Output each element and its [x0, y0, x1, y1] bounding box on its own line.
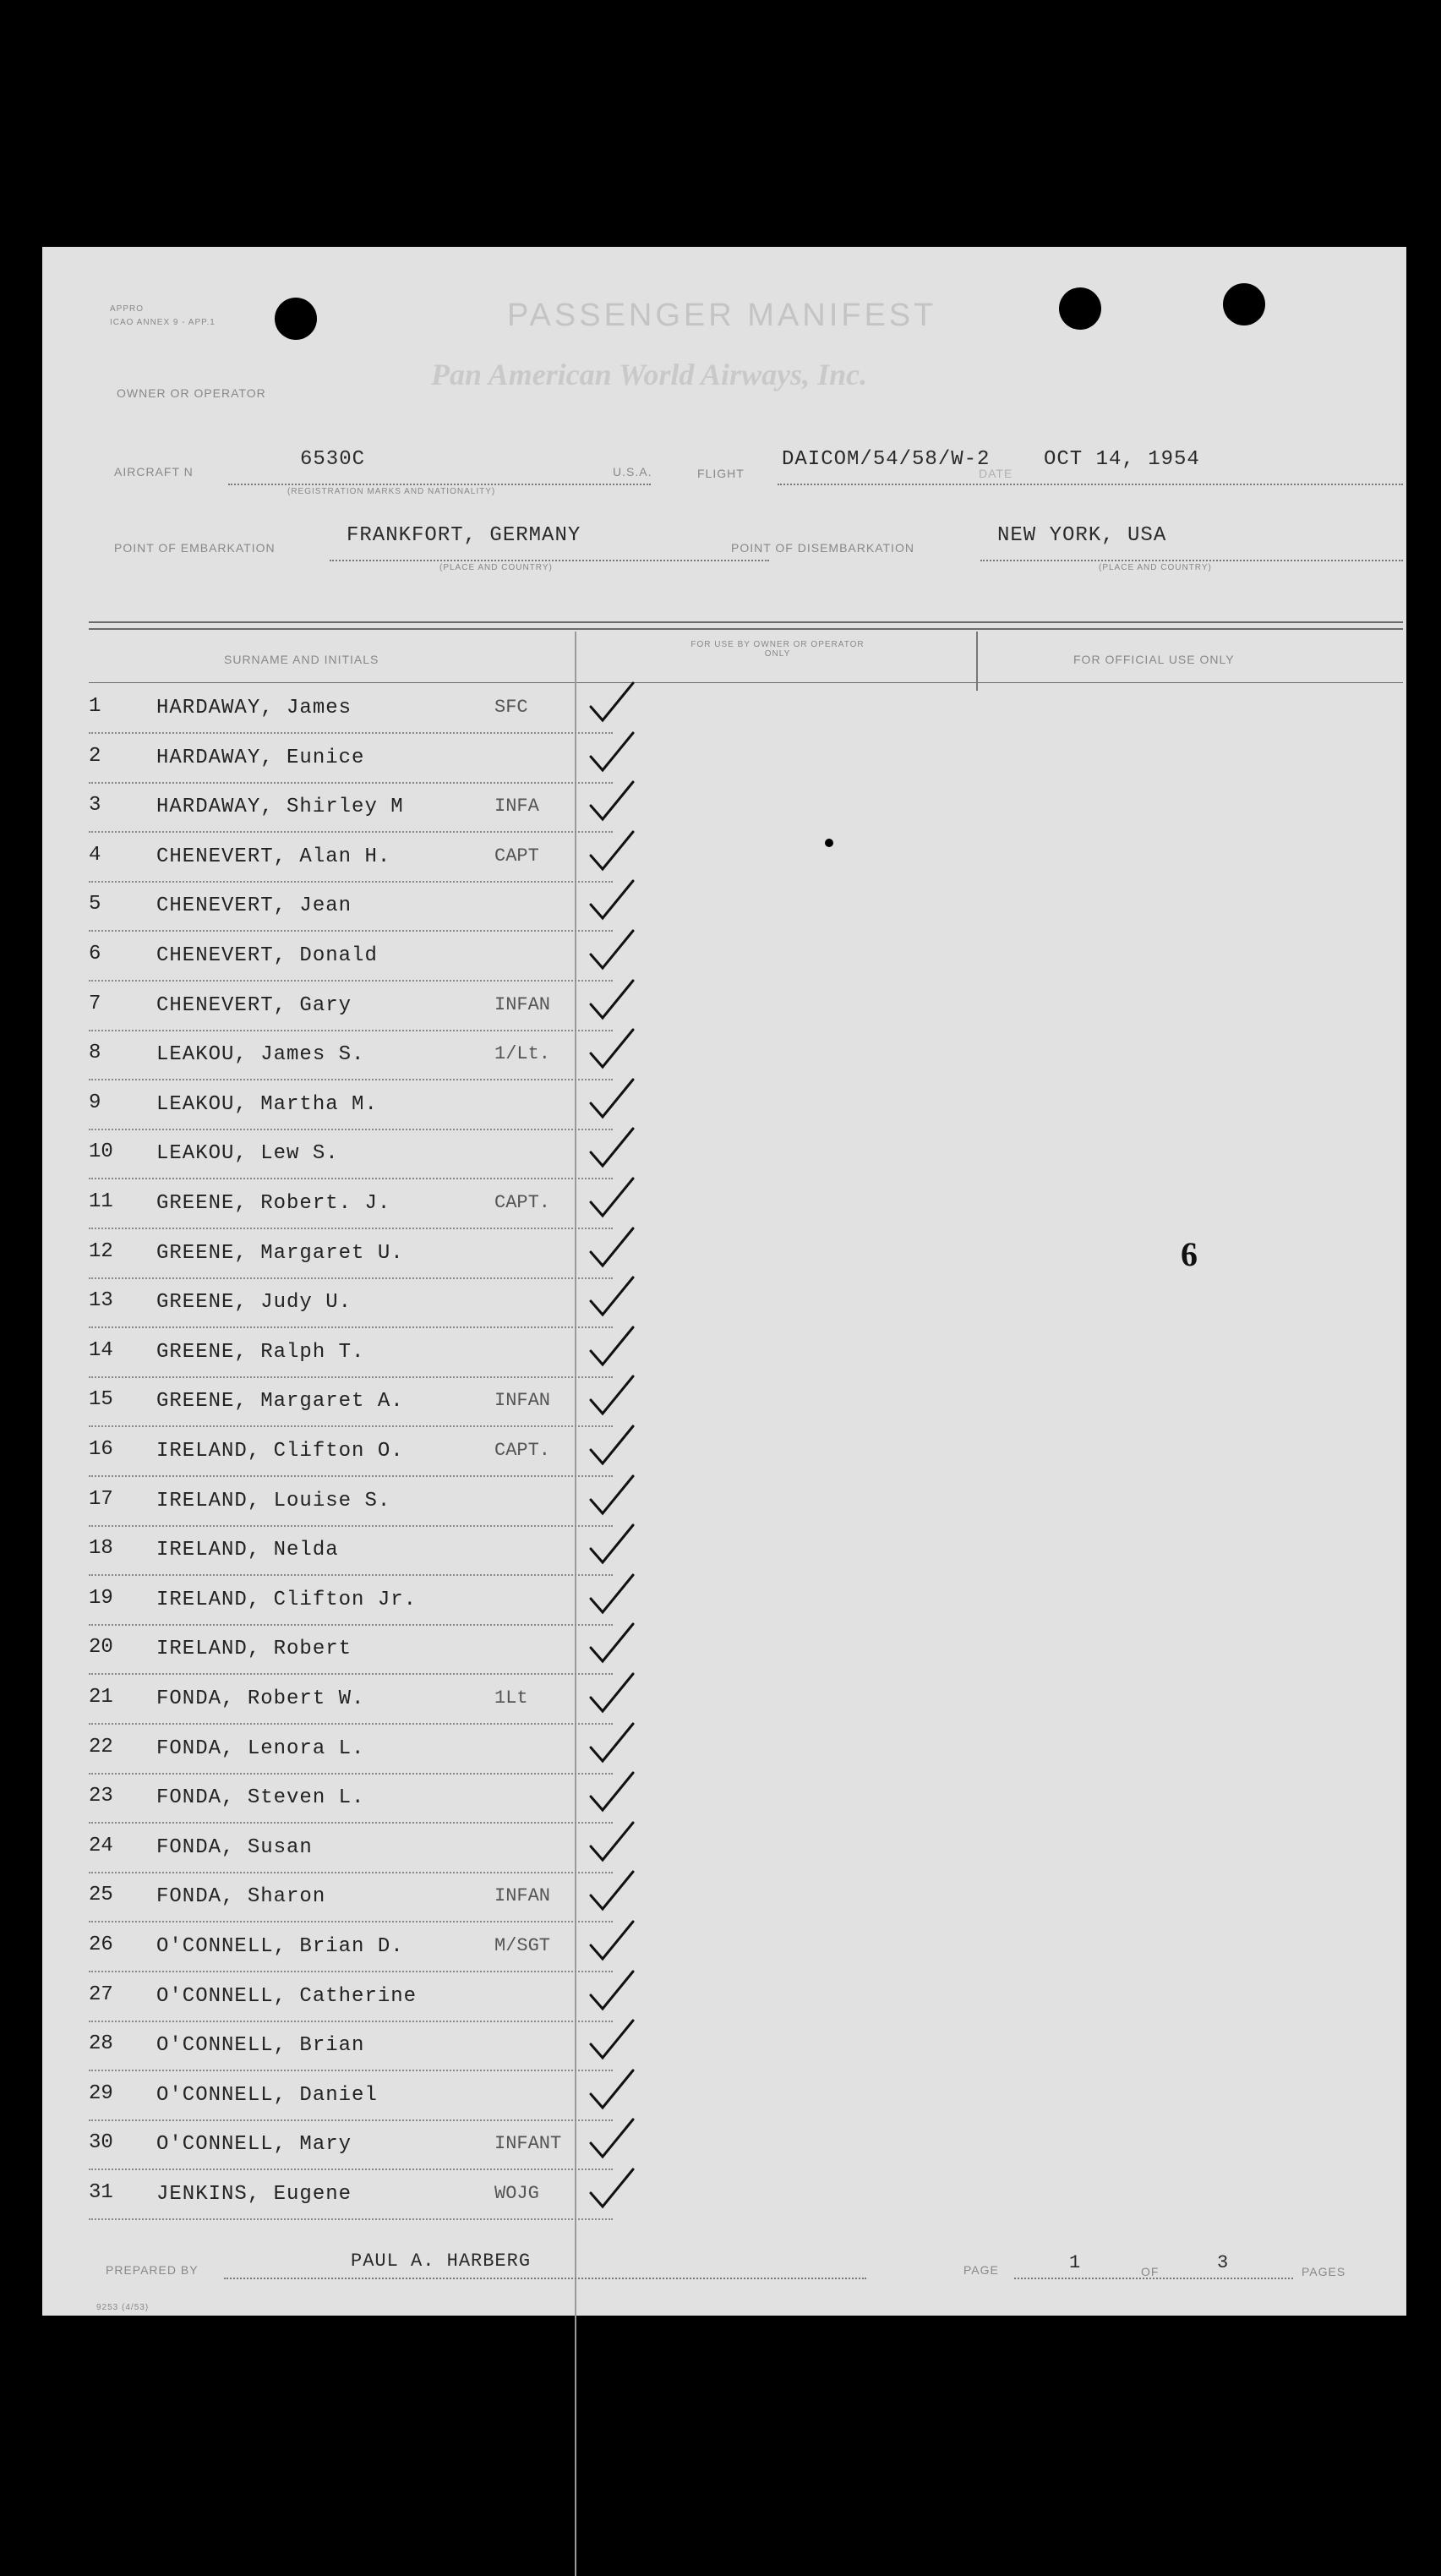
passenger-number: 21 [89, 1686, 113, 1709]
passenger-row [89, 1677, 613, 1726]
row-rule [89, 732, 613, 734]
row-rule [89, 1921, 613, 1922]
passenger-number: 7 [89, 992, 101, 1015]
passenger-name: CHENEVERT, Donald [156, 944, 378, 967]
checkmark-icon [587, 977, 638, 1028]
passenger-number: 11 [89, 1190, 113, 1213]
checkmark-icon [587, 1026, 638, 1077]
row-rule [89, 980, 613, 982]
passenger-name: CHENEVERT, Jean [156, 894, 352, 918]
checkmark-icon [587, 2116, 638, 2167]
passenger-rank: INFAN [494, 993, 551, 1015]
passenger-number: 31 [89, 2181, 113, 2204]
passenger-row [89, 1479, 613, 1529]
passenger-row [89, 1925, 613, 1974]
passenger-row [89, 835, 613, 884]
passenger-name: O'CONNELL, Catherine [156, 1984, 418, 2008]
checkmark-icon [587, 1225, 638, 1276]
passenger-name: LEAKOU, Lew S. [156, 1142, 339, 1166]
checkmark-icon [587, 1522, 638, 1572]
page-label: PAGE [963, 2263, 999, 2277]
passenger-name: IRELAND, Clifton O. [156, 1440, 404, 1463]
row-rule [89, 1030, 613, 1031]
passenger-name: HARDAWAY, Shirley M [156, 796, 404, 819]
passenger-name: IRELAND, Robert [156, 1638, 352, 1661]
table-top-rule-2 [89, 628, 1403, 630]
manifest-title: PASSENGER MANIFEST [507, 298, 937, 333]
passenger-row [89, 1132, 613, 1181]
embark-label: POINT OF EMBARKATION [114, 541, 276, 555]
passenger-number: 15 [89, 1388, 113, 1412]
column-divider-2 [976, 632, 978, 691]
passenger-name: O'CONNELL, Mary [156, 2133, 352, 2157]
ink-dot [825, 839, 833, 847]
passenger-row [89, 2173, 613, 2222]
passenger-row [89, 1727, 613, 1776]
airline-name: Pan American World Airways, Inc. [431, 358, 868, 391]
form-code: 9253 (4/53) [96, 2303, 150, 2312]
checkmark-icon [587, 829, 638, 879]
prepared-by-value: PAUL A. HARBERG [351, 2251, 532, 2272]
row-rule [89, 1178, 613, 1179]
passenger-name: CHENEVERT, Alan H. [156, 845, 391, 868]
passenger-row [89, 1776, 613, 1825]
of-value: 3 [1217, 2252, 1230, 2273]
passenger-name: O'CONNELL, Daniel [156, 2083, 378, 2107]
manifest-sheet [42, 247, 1406, 2316]
passenger-row [89, 1182, 613, 1231]
passenger-name: LEAKOU, Martha M. [156, 1092, 378, 1116]
embark-caption: (PLACE AND COUNTRY) [439, 563, 553, 572]
passenger-number: 23 [89, 1785, 113, 1808]
passenger-row [89, 884, 613, 933]
prepared-by-underline [224, 2278, 866, 2279]
of-label: OF [1141, 2265, 1160, 2278]
passenger-rank: INFAN [494, 1390, 551, 1412]
passenger-number: 26 [89, 1933, 113, 1956]
passenger-row [89, 1578, 613, 1627]
checkmark-icon [587, 2166, 638, 2217]
passenger-rank: WOJG [494, 2183, 539, 2204]
passenger-number: 30 [89, 2131, 113, 2155]
passenger-name: FONDA, Susan [156, 1835, 313, 1859]
row-rule [89, 881, 613, 883]
passenger-row [89, 1975, 613, 2024]
passenger-name: GREENE, Margaret A. [156, 1390, 404, 1414]
checkmark-icon [587, 1868, 638, 1919]
row-rule [89, 1574, 613, 1576]
page-underline [1014, 2278, 1293, 2279]
passenger-number: 12 [89, 1239, 113, 1263]
row-rule [89, 2070, 613, 2071]
passenger-row [89, 984, 613, 1033]
row-rule [89, 1822, 613, 1824]
prepared-by-label: PREPARED BY [106, 2263, 199, 2277]
passenger-number: 25 [89, 1884, 113, 1907]
embark-underline [330, 560, 769, 561]
checkmark-icon [587, 1918, 638, 1969]
passenger-number: 22 [89, 1735, 113, 1758]
checkmark-icon [587, 1572, 638, 1622]
passenger-row [89, 2074, 613, 2123]
owner-operator-label: OWNER OR OPERATOR [117, 386, 266, 400]
passenger-number: 19 [89, 1586, 113, 1610]
checkmark-icon [587, 2017, 638, 2068]
passenger-name: GREENE, Ralph T. [156, 1340, 365, 1364]
passenger-number: 1 [89, 695, 101, 718]
passenger-rank: M/SGT [494, 1935, 551, 1956]
passenger-row [89, 1281, 613, 1330]
row-rule [89, 2169, 613, 2170]
row-rule [89, 2021, 613, 2022]
passenger-number: 24 [89, 1834, 113, 1857]
passenger-name: GREENE, Robert. J. [156, 1192, 391, 1215]
passenger-row [89, 2024, 613, 2073]
passenger-name: FONDA, Steven L. [156, 1786, 365, 1810]
row-rule [89, 1425, 613, 1427]
row-rule [89, 1326, 613, 1328]
column-header-surname: SURNAME AND INITIALS [224, 653, 379, 666]
row-rule [89, 1673, 613, 1675]
passenger-rank: INFAN [494, 1885, 551, 1907]
row-rule [89, 782, 613, 784]
passenger-row [89, 736, 613, 785]
embark-value: FRANKFORT, GERMANY [347, 524, 581, 547]
checkmark-icon [587, 1324, 638, 1375]
passenger-row [89, 1232, 613, 1281]
passenger-number: 29 [89, 2081, 113, 2105]
aircraft-label: AIRCRAFT N [114, 465, 194, 479]
passenger-number: 3 [89, 794, 101, 818]
passenger-row [89, 686, 613, 736]
disembark-label: POINT OF DISEMBARKATION [731, 541, 914, 555]
passenger-name: CHENEVERT, Gary [156, 993, 352, 1017]
table-top-rule-1 [89, 621, 1403, 623]
passenger-number: 18 [89, 1537, 113, 1561]
passenger-number: 16 [89, 1438, 113, 1461]
checkmark-icon [587, 1968, 638, 2019]
punch-hole-right-1 [1059, 287, 1101, 330]
passenger-name: GREENE, Judy U. [156, 1291, 352, 1315]
passenger-name: LEAKOU, James S. [156, 1043, 365, 1067]
passenger-rank: 1Lt [494, 1687, 528, 1709]
passenger-number: 17 [89, 1487, 113, 1511]
row-rule [89, 1079, 613, 1080]
row-rule [89, 831, 613, 833]
passenger-rank: CAPT. [494, 1440, 551, 1461]
passenger-rank: SFC [494, 697, 528, 718]
column-header-owner: FOR USE BY OWNER OR OPERATOR ONLY [690, 640, 865, 659]
passenger-name: IRELAND, Louise S. [156, 1489, 391, 1512]
date-value: OCT 14, 1954 [1044, 448, 1200, 471]
checkmark-icon [587, 1671, 638, 1721]
passenger-name: FONDA, Sharon [156, 1885, 326, 1909]
passenger-number: 27 [89, 1983, 113, 2006]
passenger-name: GREENE, Margaret U. [156, 1241, 404, 1265]
passenger-row [89, 1529, 613, 1578]
row-rule [89, 1228, 613, 1229]
checkmark-icon [587, 1125, 638, 1176]
usa-label: U.S.A. [613, 465, 652, 479]
row-rule [89, 1277, 613, 1279]
passenger-row [89, 1826, 613, 1875]
passenger-row [89, 1875, 613, 1924]
passenger-number: 4 [89, 843, 101, 867]
disembark-underline [980, 560, 1403, 561]
passenger-row [89, 1380, 613, 1429]
punch-hole-left [275, 298, 317, 340]
passenger-number: 6 [89, 943, 101, 965]
row-rule [89, 1872, 613, 1873]
row-rule [89, 1525, 613, 1527]
checkmark-icon [587, 1819, 638, 1870]
passenger-number: 8 [89, 1042, 101, 1065]
passenger-rank: CAPT [494, 845, 539, 867]
passenger-name: O'CONNELL, Brian D. [156, 1935, 404, 1958]
flight-label: FLIGHT [697, 467, 745, 480]
row-rule [89, 1723, 613, 1725]
passenger-row [89, 934, 613, 983]
passenger-number: 14 [89, 1338, 113, 1362]
passenger-row [89, 785, 613, 834]
passenger-number: 10 [89, 1140, 113, 1164]
passenger-rank: 1/Lt. [494, 1043, 551, 1065]
disembark-caption: (PLACE AND COUNTRY) [1099, 563, 1212, 572]
passenger-number: 2 [89, 744, 101, 768]
checkmark-icon [587, 1423, 638, 1474]
passenger-number: 20 [89, 1636, 113, 1660]
checkmark-icon [587, 1769, 638, 1820]
date-label: DATE [979, 467, 1013, 480]
passenger-row [89, 1430, 613, 1479]
row-rule [89, 1475, 613, 1477]
form-ref-line1: APPRO [110, 304, 145, 314]
disembark-value: NEW YORK, USA [997, 524, 1167, 547]
page-value: 1 [1069, 2252, 1082, 2273]
passenger-name: IRELAND, Clifton Jr. [156, 1588, 418, 1611]
aircraft-underline [228, 484, 651, 485]
checkmark-icon [587, 878, 638, 928]
passenger-rank: INFA [494, 796, 539, 818]
passenger-row [89, 1033, 613, 1082]
passenger-name: IRELAND, Nelda [156, 1539, 339, 1562]
checkmark-icon [587, 730, 638, 780]
passenger-row [89, 2123, 613, 2172]
passenger-number: 28 [89, 2032, 113, 2056]
passenger-name: FONDA, Lenora L. [156, 1736, 365, 1760]
registration-caption: (REGISTRATION MARKS AND NATIONALITY) [287, 487, 496, 496]
passenger-number: 9 [89, 1091, 101, 1114]
row-rule [89, 1376, 613, 1378]
passenger-row [89, 1331, 613, 1380]
passenger-name: O'CONNELL, Brian [156, 2034, 365, 2058]
official-mark: 6 [1181, 1235, 1198, 1273]
passenger-number: 13 [89, 1289, 113, 1313]
passenger-rank: CAPT. [494, 1192, 551, 1213]
checkmark-icon [587, 680, 638, 730]
flight-value: DAICOM/54/58/W-2 [782, 448, 991, 471]
checkmark-icon [587, 1473, 638, 1523]
passenger-row [89, 1627, 613, 1676]
row-rule [89, 2119, 613, 2121]
row-rule [89, 1624, 613, 1626]
row-rule [89, 1773, 613, 1775]
aircraft-value: 6530C [300, 448, 366, 471]
checkmark-icon [587, 1373, 638, 1424]
checkmark-icon [587, 1621, 638, 1671]
passenger-row [89, 1083, 613, 1132]
checkmark-icon [587, 1175, 638, 1226]
column-header-official: FOR OFFICIAL USE ONLY [1073, 653, 1235, 666]
checkmark-icon [587, 779, 638, 829]
checkmark-icon [587, 1274, 638, 1325]
table-header-rule [89, 682, 1403, 683]
passenger-number: 5 [89, 893, 101, 916]
passenger-name: HARDAWAY, Eunice [156, 746, 365, 769]
passenger-name: JENKINS, Eugene [156, 2183, 352, 2206]
pages-label: PAGES [1302, 2265, 1346, 2278]
passenger-rank: INFANT [494, 2133, 562, 2155]
row-rule [89, 930, 613, 932]
passenger-name: HARDAWAY, James [156, 697, 352, 719]
form-ref-line2: ICAO ANNEX 9 - APP.1 [110, 318, 216, 327]
row-rule [89, 1971, 613, 1972]
checkmark-icon [587, 927, 638, 978]
flight-underline [778, 484, 1403, 485]
punch-hole-right-2 [1223, 283, 1265, 325]
row-rule [89, 2218, 613, 2220]
checkmark-icon [587, 1720, 638, 1771]
passenger-name: FONDA, Robert W. [156, 1687, 365, 1710]
row-rule [89, 1129, 613, 1130]
checkmark-icon [587, 1076, 638, 1127]
checkmark-icon [587, 2067, 638, 2118]
